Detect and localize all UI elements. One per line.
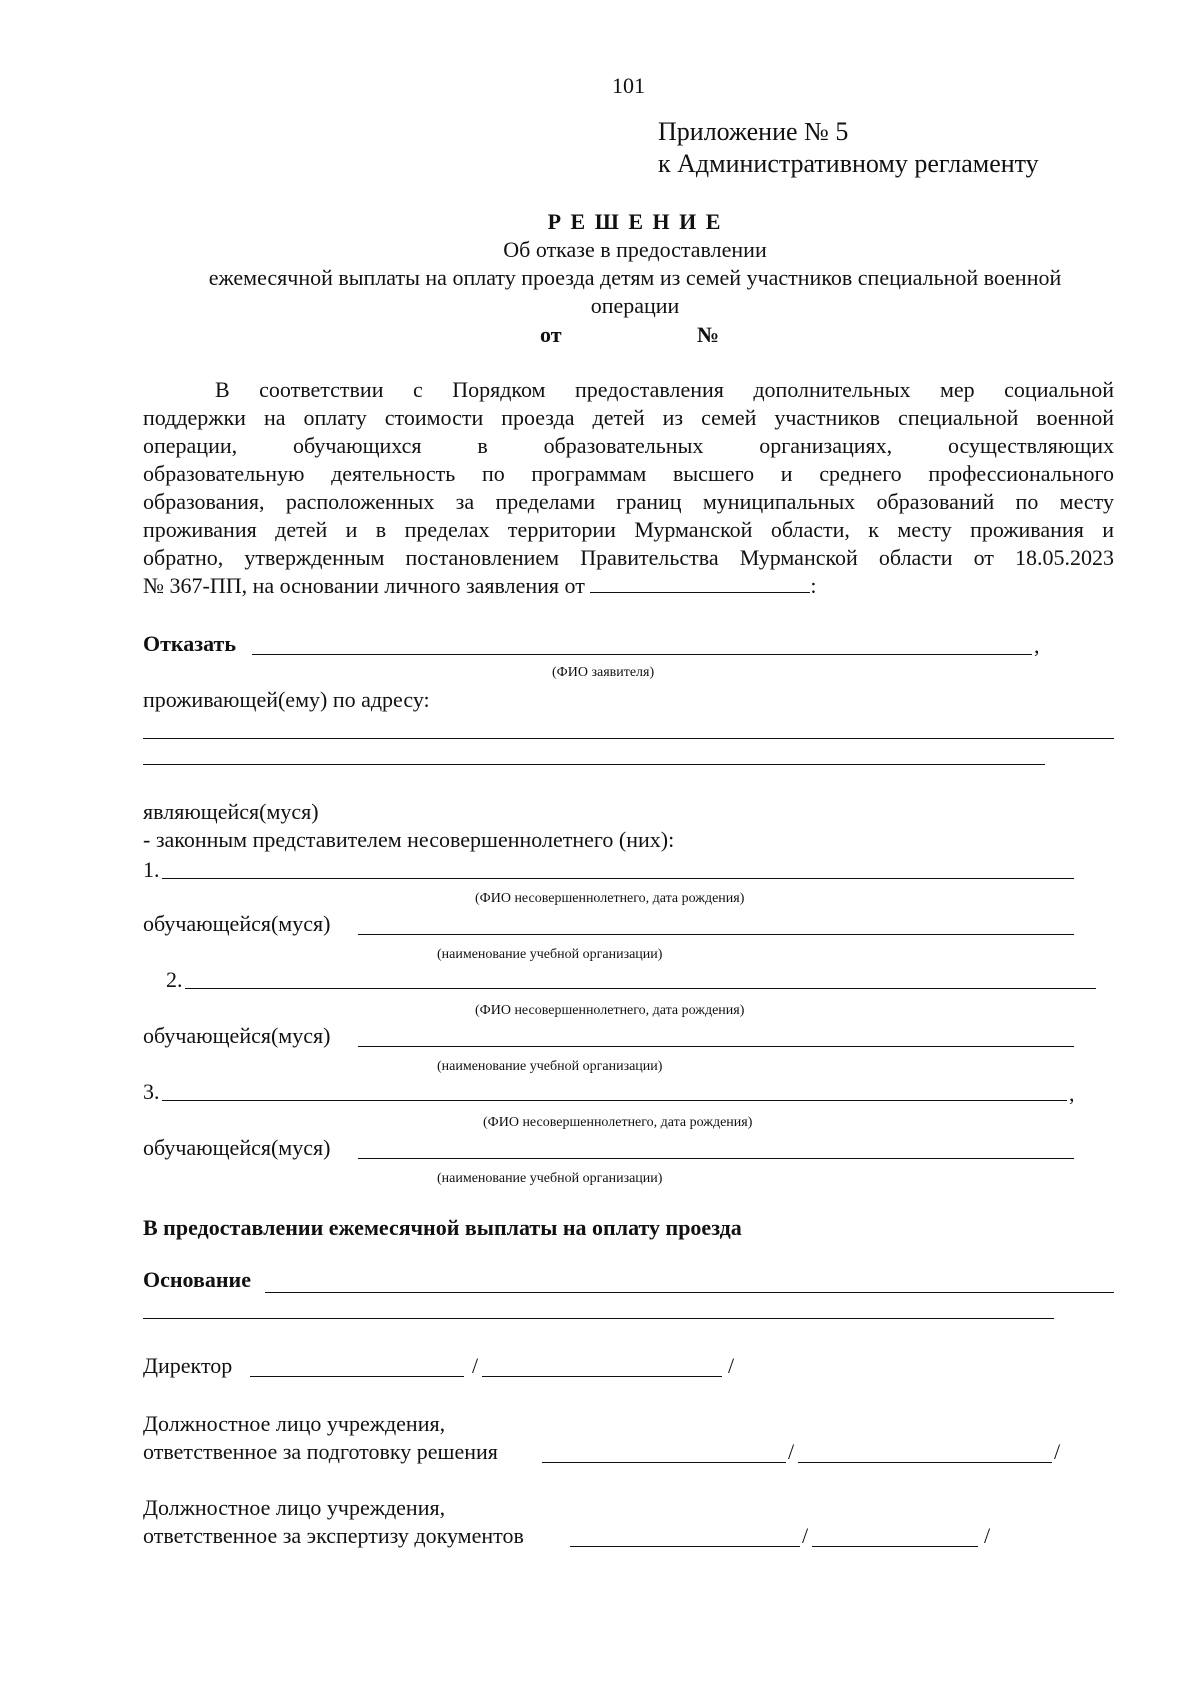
preamble-line: операции, обучающихся в образовательных организациях, осуществляющих [143, 433, 1114, 458]
child-3-fio-field[interactable] [162, 1100, 1067, 1101]
from-label: от [540, 322, 562, 347]
child-2-fio-caption: (ФИО несовершеннолетнего, дата рождения) [475, 1003, 745, 1018]
preamble-colon: : [810, 573, 817, 598]
preamble-line: образовательную деятельность по программам высшего и среднего профессионального [143, 461, 1114, 486]
refuse-label: Отказать [143, 631, 236, 656]
director-slash-1: / [472, 1353, 479, 1378]
child-3-org-field[interactable] [358, 1158, 1074, 1159]
basis-field-line-1[interactable] [265, 1292, 1114, 1293]
child-3-org-caption: (наименование учебной организации) [437, 1171, 663, 1186]
basis-label: Основание [143, 1267, 252, 1292]
subtitle-line-2: ежемесячной выплаты на оплату проезда детям из семей участников специальной военной [208, 265, 1062, 290]
child-1-fio-caption: (ФИО несовершеннолетнего, дата рождения) [475, 891, 745, 906]
director-name-field[interactable] [482, 1376, 722, 1377]
child-1-number: 1. [143, 857, 160, 882]
child-3-studying-label: обучающейся(муся) [143, 1135, 331, 1160]
official-1-line-2: ответственное за подготовку решения [143, 1439, 498, 1464]
page-number: 101 [612, 73, 645, 98]
subtitle-line-3: операции [590, 293, 680, 318]
official-2-name-field[interactable] [812, 1546, 978, 1547]
official-2-line-1: Должностное лицо учреждения, [143, 1495, 446, 1520]
appendix-line-2: к Административному регламенту [658, 149, 1039, 178]
applicant-fio-field[interactable] [252, 654, 1032, 655]
child-1-fio-field[interactable] [162, 878, 1074, 879]
basis-field-line-2[interactable] [143, 1318, 1054, 1319]
legal-rep-label: - законным представителем несовершеннолетнего (них): [143, 827, 675, 852]
preamble-line: образования, расположенных за пределами границ муниципальных образований по месту [143, 489, 1114, 514]
official-2-signature-field[interactable] [570, 1546, 800, 1547]
official-1-signature-field[interactable] [542, 1462, 786, 1463]
preamble-line: № 367-ПП, на основании личного заявления от [143, 573, 585, 598]
child-3-comma: , [1069, 1081, 1075, 1106]
subtitle-line-1: Об отказе в предоставлении [503, 237, 767, 262]
child-2-org-caption: (наименование учебной организации) [437, 1059, 663, 1074]
director-signature-field[interactable] [250, 1376, 464, 1377]
appendix-line-1: Приложение № 5 [658, 117, 849, 146]
child-2-number: 2. [166, 967, 183, 992]
address-label: проживающей(ему) по адресу: [143, 687, 430, 712]
child-2-org-field[interactable] [358, 1046, 1074, 1047]
official-2-slash-1: / [802, 1523, 809, 1548]
official-2-slash-2: / [984, 1523, 991, 1548]
child-3-number: 3. [143, 1079, 160, 1104]
child-2-studying-label: обучающейся(муся) [143, 1023, 331, 1048]
document-title: Р Е Ш Е Н И Е [547, 209, 723, 234]
address-field-line-1[interactable] [143, 738, 1114, 739]
official-1-slash-1: / [788, 1439, 795, 1464]
director-slash-2: / [728, 1353, 735, 1378]
child-2-fio-field[interactable] [185, 988, 1096, 989]
preamble-paragraph [143, 376, 1114, 572]
number-label: № [697, 322, 720, 347]
child-1-org-caption: (наименование учебной организации) [437, 947, 663, 962]
official-1-slash-2: / [1054, 1439, 1061, 1464]
address-field-line-2[interactable] [143, 764, 1045, 765]
child-1-studying-label: обучающейся(муся) [143, 911, 331, 936]
child-1-org-field[interactable] [358, 934, 1074, 935]
being-label: являющейся(муся) [143, 799, 319, 824]
applicant-comma: , [1034, 633, 1040, 658]
official-1-name-field[interactable] [798, 1462, 1052, 1463]
preamble-line: проживания детей и в пределах территории Мурманской области, к месту проживания и [143, 517, 1114, 542]
preamble-line: обратно, утвержденным постановлением Правительства Мурманской области от 18.05.2023 [143, 545, 1114, 570]
preamble-last-line [143, 572, 817, 600]
preamble-line: поддержки на оплату стоимости проезда детей из семей участников специальной военной [143, 405, 1114, 430]
official-2-line-2: ответственное за экспертизу документов [143, 1523, 524, 1548]
preamble-line: В соответствии с Порядком предоставления дополнительных мер социальной [215, 377, 1114, 402]
applicant-fio-caption: (ФИО заявителя) [552, 665, 655, 680]
decision-text: В предоставлении ежемесячной выплаты на оплату проезда [143, 1215, 742, 1240]
application-date-field[interactable] [590, 572, 810, 593]
child-3-fio-caption: (ФИО несовершеннолетнего, дата рождения) [483, 1115, 753, 1130]
director-label: Директор [143, 1353, 233, 1378]
official-1-line-1: Должностное лицо учреждения, [143, 1411, 446, 1436]
